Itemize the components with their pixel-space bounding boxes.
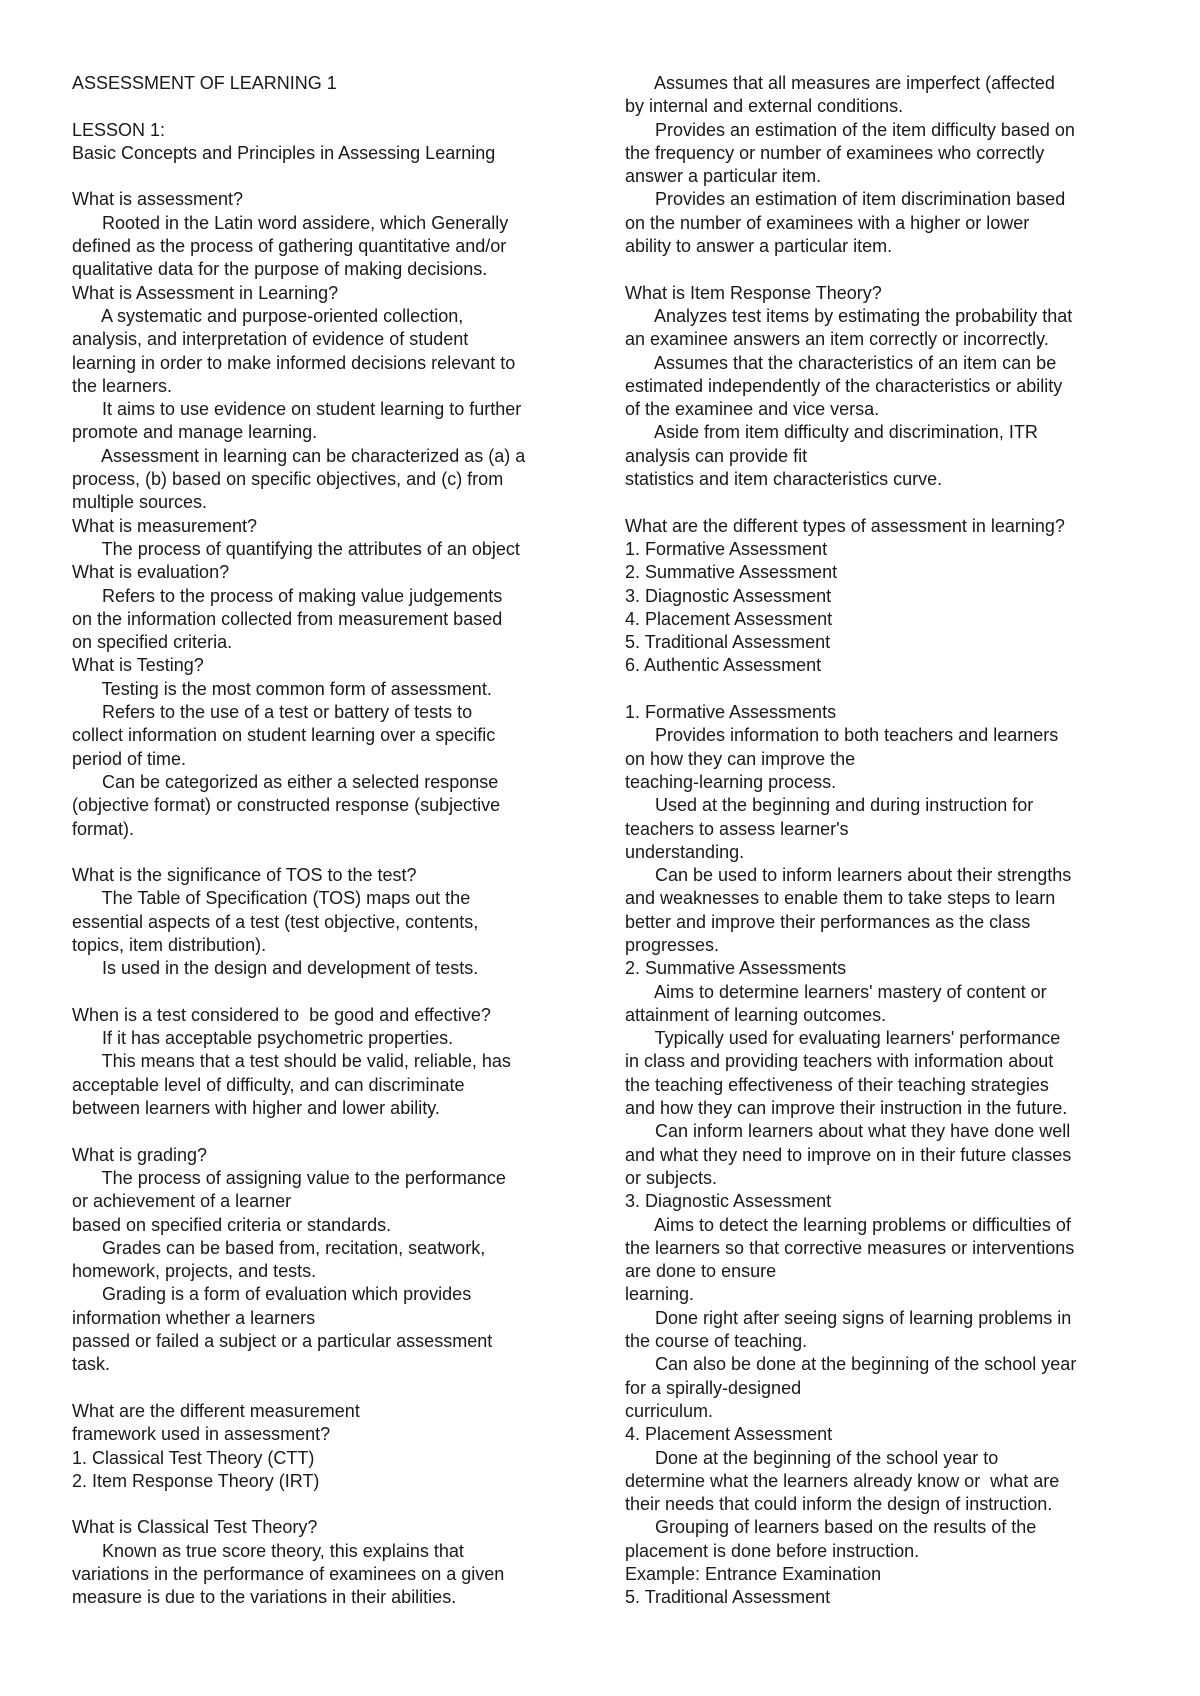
right-text-line: teaching-learning process. <box>625 771 837 792</box>
right-text-line: 2. Summative Assessments <box>625 958 847 979</box>
left-text-line: topics, item distribution). <box>72 934 267 955</box>
right-text-line: Can be used to inform learners about their strengths <box>625 865 1072 886</box>
left-text-line: LESSON 1: <box>72 119 166 140</box>
right-text-line: analysis can provide fit <box>625 445 808 466</box>
left-text-line: Basic Concepts and Principles in Assessing Learning <box>72 142 496 163</box>
right-text-line: teachers to assess learner's <box>625 818 849 839</box>
right-text-line: the teaching effectiveness of their teaching strategies <box>625 1074 1049 1095</box>
right-text-line: their needs that could inform the design of instruction. <box>625 1494 1053 1515</box>
left-text-line: Refers to the process of making value judgements <box>72 585 503 606</box>
left-text-line: (objective format) or constructed response (subjective <box>72 795 501 816</box>
left-text-line: The Table of Specification (TOS) maps out the <box>72 888 471 909</box>
left-text-line: When is a test considered to be good and effective? <box>72 1004 491 1025</box>
right-text-line: 6. Authentic Assessment <box>625 655 822 676</box>
left-text-line: What is the significance of TOS to the test? <box>72 865 417 886</box>
right-text-line: on the number of examinees with a higher or lower <box>625 212 1030 233</box>
left-text-line: A systematic and purpose-oriented collection, <box>72 305 464 326</box>
left-text-line: This means that a test should be valid, reliable, has <box>72 1051 511 1072</box>
left-text-line <box>72 165 592 188</box>
left-text-line: format). <box>72 818 135 839</box>
right-text-line: What is Item Response Theory? <box>625 282 882 303</box>
right-text-line: Can also be done at the beginning of the school year <box>625 1354 1077 1375</box>
right-text-line <box>625 678 1145 701</box>
left-text-line: collect information on student learning over a specific <box>72 725 496 746</box>
right-text-line: and weaknesses to enable them to take steps to learn <box>625 888 1056 909</box>
left-text-line: the learners. <box>72 375 173 396</box>
right-text-line: Aims to detect the learning problems or difficulties of <box>625 1214 1071 1235</box>
left-text-line: Can be categorized as either a selected response <box>72 771 499 792</box>
left-text-line <box>72 1120 592 1143</box>
right-text-line: 5. Traditional Assessment <box>625 632 831 653</box>
left-text-line <box>72 841 592 864</box>
left-text-line: The process of assigning value to the performance <box>72 1167 506 1188</box>
left-text-line: The process of quantifying the attributes of an object <box>72 538 520 559</box>
right-text-line: an examinee answers an item correctly or incorrectly. <box>625 329 1049 350</box>
right-text-line: statistics and item characteristics curve. <box>625 469 943 490</box>
right-text-line: understanding. <box>625 841 745 862</box>
right-text-line: 3. Diagnostic Assessment <box>625 585 832 606</box>
right-text-line: 3. Diagnostic Assessment <box>625 1191 832 1212</box>
left-text-line <box>72 95 592 118</box>
left-text-line: What is Assessment in Learning? <box>72 282 339 303</box>
right-text-line: are done to ensure <box>625 1261 777 1282</box>
right-text-line: the course of teaching. <box>625 1331 808 1352</box>
right-text-line: determine what the learners already know or what are <box>625 1470 1060 1491</box>
left-text-line: analysis, and interpretation of evidence of student <box>72 329 469 350</box>
left-text-line: What is measurement? <box>72 515 258 536</box>
left-text-line: Refers to the use of a test or battery of tests to <box>72 702 473 723</box>
left-text-line: What is Classical Test Theory? <box>72 1517 318 1538</box>
right-text-line: 4. Placement Assessment <box>625 1424 833 1445</box>
right-text-line: Grouping of learners based on the results of the <box>625 1517 1037 1538</box>
left-text-line: Rooted in the Latin word assidere, which Generally <box>72 212 509 233</box>
right-text-line: 4. Placement Assessment <box>625 608 833 629</box>
left-text-line: multiple sources. <box>72 492 208 513</box>
left-text-line: on the information collected from measurement based <box>72 608 503 629</box>
left-text-line: framework used in assessment? <box>72 1424 331 1445</box>
right-text-line: Provides an estimation of item discrimination based <box>625 189 1066 210</box>
left-text-line: promote and manage learning. <box>72 422 318 443</box>
right-text-line: Analyzes test items by estimating the probability that <box>625 305 1073 326</box>
right-text-line: Done right after seeing signs of learning problems in <box>625 1307 1072 1328</box>
right-text-line: Done at the beginning of the school year to <box>625 1447 999 1468</box>
right-text-line: Typically used for evaluating learners' performance <box>625 1028 1061 1049</box>
right-column <box>625 72 1145 1610</box>
left-text-line: Known as true score theory, this explains that <box>72 1540 464 1561</box>
left-text-line <box>72 1493 592 1516</box>
right-text-line: answer a particular item. <box>625 166 822 187</box>
right-text-line: 2. Summative Assessment <box>625 562 838 583</box>
right-text-line: Assumes that all measures are imperfect (affected <box>625 73 1055 93</box>
right-text-line: by internal and external conditions. <box>625 96 904 117</box>
right-text-line: Can inform learners about what they have done well <box>625 1121 1071 1142</box>
left-text-line: learning in order to make informed decisions relevant to <box>72 352 516 373</box>
right-text-line: What are the different types of assessment in learning? <box>625 515 1065 536</box>
left-text-line: variations in the performance of examinees on a given <box>72 1564 505 1584</box>
left-text-line: acceptable level of difficulty, and can discriminate <box>72 1074 465 1095</box>
left-text-line: Grades can be based from, recitation, seatwork, <box>72 1237 486 1258</box>
right-text-line: ability to answer a particular item. <box>625 236 893 257</box>
right-text-line: placement is done before instruction. <box>625 1540 920 1561</box>
right-text-line: estimated independently of the characteristics or ability <box>625 375 1063 396</box>
right-text-line: progresses. <box>625 934 720 955</box>
right-text-line: of the examinee and vice versa. <box>625 399 880 420</box>
right-text-line: learning. <box>625 1284 695 1305</box>
left-text-line: process, (b) based on specific objectives, and (c) from <box>72 469 504 490</box>
right-text-line: in class and providing teachers with information about <box>625 1051 1054 1072</box>
left-text-line: If it has acceptable psychometric properties. <box>72 1028 454 1049</box>
left-text-line: qualitative data for the purpose of making decisions. <box>72 259 488 280</box>
right-text-line: 1. Formative Assessments <box>625 702 837 723</box>
left-text-line: What is assessment? <box>72 189 244 210</box>
left-text-line: passed or failed a subject or a particular assessment <box>72 1331 493 1352</box>
left-column <box>72 72 592 1610</box>
right-text-line: Provides an estimation of the item difficulty based on <box>625 119 1075 140</box>
left-text-line: period of time. <box>72 748 187 769</box>
left-text-line: What are the different measurement <box>72 1400 360 1421</box>
left-text-line: measure is due to the variations in their abilities. <box>72 1587 457 1608</box>
right-text-line <box>625 491 1145 514</box>
right-text-line: Provides information to both teachers and learners <box>625 725 1059 746</box>
left-text-line: Grading is a form of evaluation which provides <box>72 1284 472 1305</box>
left-text-line: essential aspects of a test (test objective, contents, <box>72 911 479 932</box>
left-text-line: between learners with higher and lower ability. <box>72 1098 440 1119</box>
right-text-line: Used at the beginning and during instruction for <box>625 795 1034 816</box>
right-text-line: 1. Formative Assessment <box>625 538 828 559</box>
left-text-line: Is used in the design and development of tests. <box>72 958 479 979</box>
left-text-line: homework, projects, and tests. <box>72 1261 317 1282</box>
left-text-line: ASSESSMENT OF LEARNING 1 <box>72 73 337 93</box>
right-text-line: attainment of learning outcomes. <box>625 1004 887 1025</box>
right-text-line <box>625 258 1145 281</box>
left-text-line: Assessment in learning can be characterized as (a) a <box>72 445 526 466</box>
left-text-line: on specified criteria. <box>72 632 233 653</box>
right-text-line: Assumes that the characteristics of an item can be <box>625 352 1057 373</box>
right-text-line: the learners so that corrective measures or interventions <box>625 1237 1075 1258</box>
right-text-line: for a spirally-designed <box>625 1377 802 1398</box>
left-text-line: 2. Item Response Theory (IRT) <box>72 1470 320 1491</box>
right-text-line: 5. Traditional Assessment <box>625 1587 831 1608</box>
left-text-line: defined as the process of gathering quantitative and/or <box>72 236 507 257</box>
right-text-line: or subjects. <box>625 1167 718 1188</box>
right-text-line: curriculum. <box>625 1400 714 1421</box>
left-text-line: What is Testing? <box>72 655 204 676</box>
right-text-line: the frequency or number of examinees who correctly <box>625 142 1045 163</box>
right-text-line: and what they need to improve on in their future classes <box>625 1144 1072 1165</box>
left-text-line <box>72 981 592 1004</box>
left-text-line: It aims to use evidence on student learning to further <box>72 399 522 420</box>
left-text-line: 1. Classical Test Theory (CTT) <box>72 1447 315 1468</box>
left-text-line: Testing is the most common form of assessment. <box>72 678 492 699</box>
right-text-line: Aside from item difficulty and discrimination, ITR <box>625 422 1038 443</box>
right-text-line: Aims to determine learners' mastery of content or <box>625 981 1047 1002</box>
left-text-line: information whether a learners <box>72 1307 316 1328</box>
left-text-line: based on specified criteria or standards. <box>72 1214 392 1235</box>
left-text-line <box>72 1377 592 1400</box>
left-text-line: What is grading? <box>72 1144 208 1165</box>
right-text-line: better and improve their performances as the class <box>625 911 1031 932</box>
right-text-line: on how they can improve the <box>625 748 856 769</box>
left-text-line: task. <box>72 1354 111 1375</box>
left-text-line: or achievement of a learner <box>72 1191 292 1212</box>
right-text-line: Example: Entrance Examination <box>625 1564 882 1584</box>
left-text-line: What is evaluation? <box>72 562 230 583</box>
right-text-line: and how they can improve their instruction in the future. <box>625 1098 1068 1119</box>
